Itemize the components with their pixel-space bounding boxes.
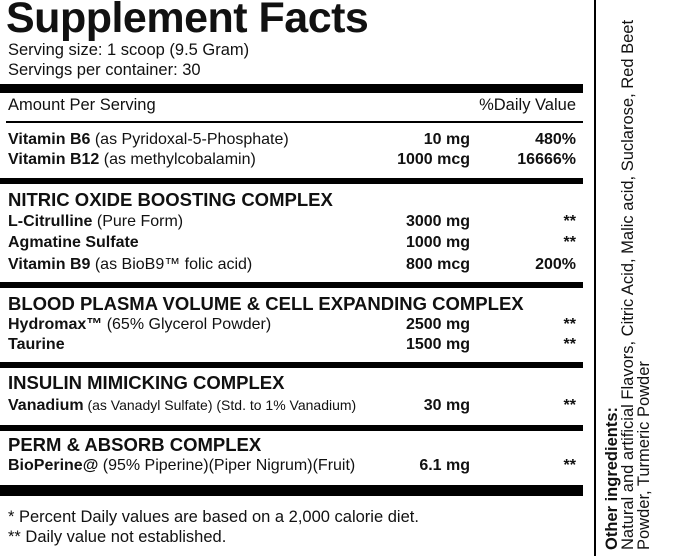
- nutrient-name: Vitamin B12: [8, 151, 100, 168]
- nutrient-row: [8, 131, 576, 151]
- nutrient-amount: 800 mcg: [405, 256, 470, 273]
- amount-per-serving-header: Amount Per Serving: [8, 96, 156, 114]
- footnote-percent-daily: * Percent Daily values are based on a 2,000 calorie diet.: [8, 508, 419, 526]
- nutrient-detail: (65% Glycerol Powder): [102, 316, 272, 333]
- serving-size: Serving size: 1 scoop (9.5 Gram): [8, 41, 250, 59]
- nutrient-daily-value: **: [563, 213, 576, 230]
- daily-value-header: %Daily Value: [479, 96, 576, 114]
- nutrient-daily-value: **: [563, 397, 576, 414]
- nutrient-amount: 1000 mcg: [397, 151, 470, 168]
- nutrient-detail: (as methylcobalamin): [99, 151, 256, 168]
- nutrient-detail: (Pure Form): [92, 213, 184, 230]
- nutrient-daily-value: **: [563, 336, 576, 353]
- nutrient-amount: 1500 mg: [405, 336, 470, 353]
- nutrient-detail: (as Vanadyl Sulfate) (Std. to 1% Vanadium): [83, 397, 357, 413]
- nutrient-daily-value: 480%: [535, 131, 576, 148]
- nutrient-name: Agmatine Sulfate: [8, 234, 139, 251]
- servings-per-container: Servings per container: 30: [8, 61, 201, 79]
- divider: [6, 121, 583, 123]
- nutrient-detail: (95% Piperine)(Piper Nigrum)(Fruit): [98, 457, 356, 474]
- nutrient-row: [8, 151, 576, 171]
- section-title: NITRIC OXIDE BOOSTING COMPLEX: [8, 189, 333, 210]
- nutrient-row: [8, 213, 576, 233]
- nutrient-name: Vitamin B9: [8, 256, 91, 273]
- nutrient-row: [8, 397, 576, 417]
- thick-divider: [0, 425, 583, 431]
- other-ingredients: [604, 0, 652, 550]
- nutrient-row: [8, 457, 576, 477]
- thick-divider: [0, 178, 583, 184]
- thick-divider: [0, 84, 583, 93]
- nutrient-row: [8, 256, 576, 276]
- nutrient-amount: 30 mg: [423, 397, 470, 414]
- nutrient-row: [8, 336, 576, 356]
- nutrient-amount: 2500 mg: [405, 316, 470, 333]
- nutrient-detail: (as BioB9™ folic acid): [90, 256, 253, 273]
- other-ingredients-label: Other ingredients:: [603, 406, 621, 550]
- nutrient-name: Vanadium: [8, 397, 84, 414]
- nutrient-daily-value: 200%: [535, 256, 576, 273]
- section-title: INSULIN MIMICKING COMPLEX: [8, 372, 285, 393]
- other-ingredients-text: Natural and artificial Flavors, Citric Acid, Malic acid, Suclarose, Red Beet Powder, Turmeric Powder: [619, 19, 653, 550]
- vertical-divider: [594, 0, 596, 556]
- nutrient-row: [8, 234, 576, 254]
- nutrient-name: BioPerine@: [8, 457, 99, 474]
- nutrient-amount: 6.1 mg: [419, 457, 470, 474]
- nutrient-amount: 1000 mg: [405, 234, 470, 251]
- nutrient-name: Hydromax™: [8, 316, 103, 333]
- section-title: PERM & ABSORB COMPLEX: [8, 434, 262, 455]
- nutrient-daily-value: **: [563, 457, 576, 474]
- nutrient-amount: 3000 mg: [405, 213, 470, 230]
- thick-divider: [0, 485, 583, 496]
- nutrient-amount: 10 mg: [423, 131, 470, 148]
- nutrient-row: [8, 316, 576, 336]
- thick-divider: [0, 282, 583, 288]
- nutrient-name: L-Citrulline: [8, 213, 93, 230]
- section-title: BLOOD PLASMA VOLUME & CELL EXPANDING COMPLEX: [8, 293, 524, 314]
- footnote-not-established: ** Daily value not established.: [8, 528, 227, 546]
- nutrient-name: Taurine: [8, 336, 65, 353]
- panel-title: Supplement Facts: [6, 0, 369, 42]
- nutrient-daily-value: **: [563, 316, 576, 333]
- nutrient-name: Vitamin B6: [8, 131, 91, 148]
- thick-divider: [0, 362, 583, 368]
- nutrient-daily-value: **: [563, 234, 576, 251]
- nutrient-detail: (as Pyridoxal-5-Phosphate): [90, 131, 289, 148]
- nutrient-daily-value: 16666%: [517, 151, 576, 168]
